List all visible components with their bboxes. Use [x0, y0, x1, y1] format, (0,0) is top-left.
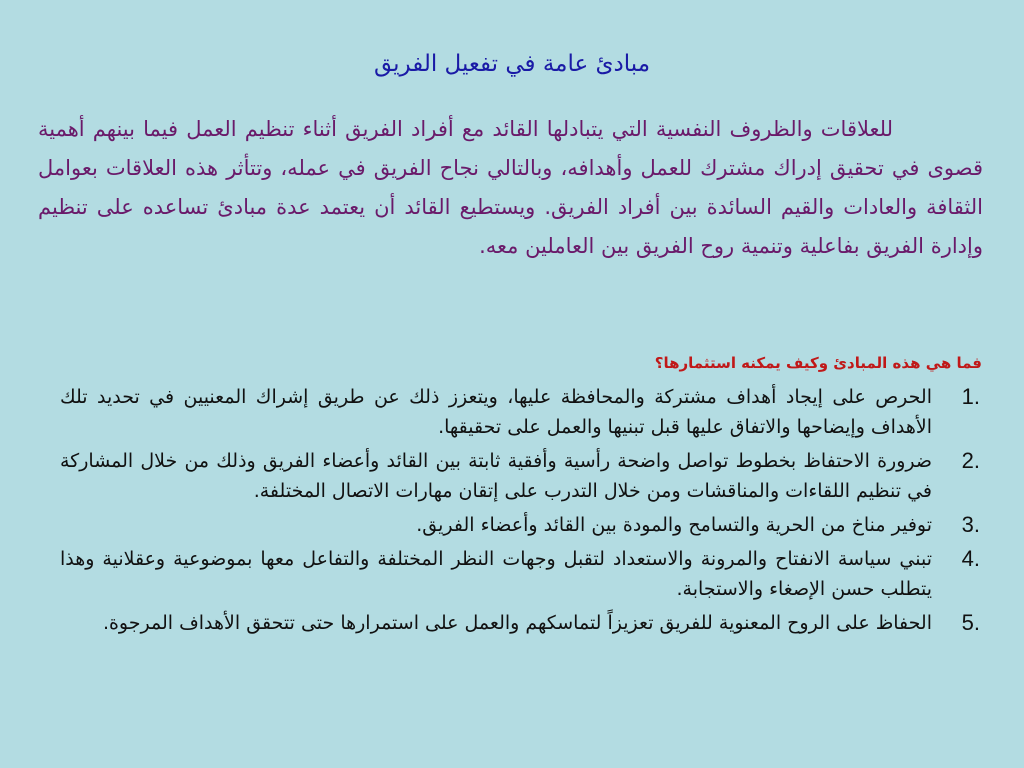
list-item-number: 4.: [961, 546, 980, 571]
question-heading: فما هي هذه المبادئ وكيف يمكنه استثمارها؟: [654, 354, 982, 372]
list-item-number: 1.: [961, 384, 980, 409]
intro-paragraph: للعلاقات والظروف النفسية التي يتبادلها القائد مع أفراد الفريق أثناء تنظيم العمل فيما بينهم أهمية قصوى في تحقيق إدراك مشترك للعمل وأهدافه، وبالتالي نجاح الفريق في عمله، وتتأثر هذه العلاقات بعوامل الثقافة والعادات والقيم السائدة بين أفراد الفريق. ويستطيع القائد أن يعتمد عدة مبادئ تساعده على تنظيم وإدارة الفريق بفاعلية وتنمية روح الفريق بين العاملين معه.: [38, 117, 983, 258]
list-item: [60, 510, 980, 540]
list-item-text: الحفاظ على الروح المعنوية للفريق تعزيزاً لتماسكهم والعمل على استمرارها حتى تتحقق الأهداف المرجوة.: [102, 612, 932, 634]
principles-list: [60, 382, 980, 642]
list-item-number: 2.: [961, 448, 980, 473]
list-item-number: 3.: [961, 512, 980, 537]
list-item-text: الحرص على إيجاد أهداف مشتركة والمحافظة عليها، ويتعزز ذلك عن طريق إشراك المعنيين في تحديد تلك الأهداف وإيضاحها والاتفاق عليها قبل تبنيها والعمل على تحقيقها.: [60, 386, 932, 438]
list-item-text: تبني سياسة الانفتاح والمرونة والاستعداد لتقبل وجهات النظر المختلفة والتفاعل معها بموضوعية وعقلانية وهذا يتطلب حسن الإصغاء والاستجابة.: [60, 548, 932, 600]
slide-title: مبادئ عامة في تفعيل الفريق: [373, 51, 651, 77]
list-item: [60, 382, 980, 442]
list-item-number: 5.: [961, 610, 980, 635]
list-item-text: ضرورة الاحتفاظ بخطوط تواصل واضحة رأسية وأفقية ثابتة بين القائد وأعضاء الفريق وذلك من خلال المشاركة في تنظيم اللقاءات والمناقشات ومن خلال التدرب على إتقان مهارات الاتصال المختلفة.: [60, 450, 932, 502]
list-item: [60, 544, 980, 604]
list-item: [60, 446, 980, 506]
list-item: [60, 608, 980, 638]
list-item-text: توفير مناخ من الحرية والتسامح والمودة بين القائد وأعضاء الفريق.: [416, 514, 932, 536]
